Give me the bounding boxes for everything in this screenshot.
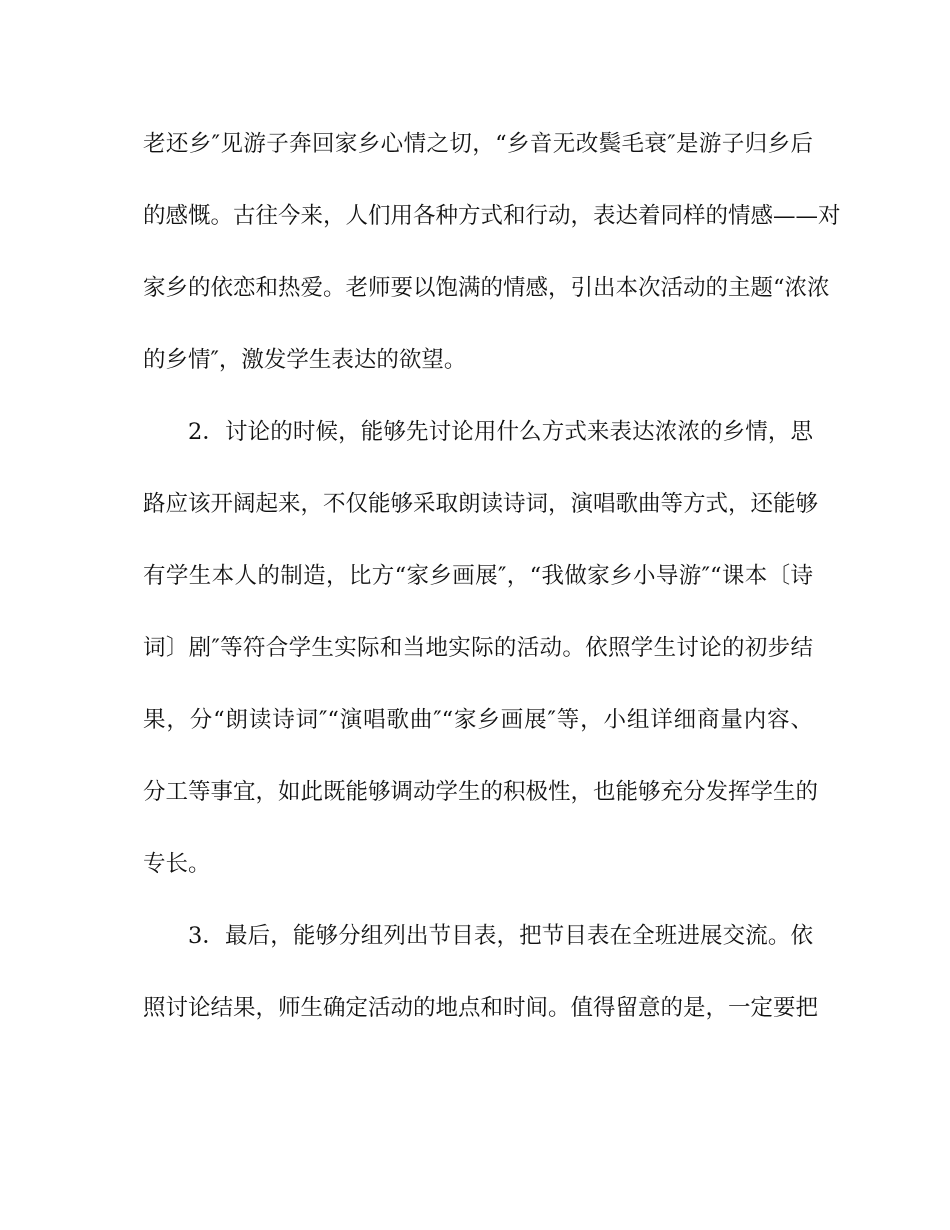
text-line-4: 的乡情″，激发学生表达的欲望。	[143, 347, 467, 373]
text-line-11: 专长。	[143, 851, 211, 877]
text-line-2: 的感慨。古往今来，人们用各种方式和行动，表达着同样的情感——对	[143, 203, 841, 229]
text-line-8: 词〕剧″等符合学生实际和当地实际的活动。依照学生讨论的初步结	[143, 635, 813, 661]
text-line-7: 有学生本人的制造，比方“家乡画展″，“我做家乡小导游″“课本〔诗	[143, 563, 813, 589]
text-line-1: 老还乡″见游子奔回家乡心情之切，“乡音无改鬓毛衰″是游子归乡后	[143, 131, 813, 157]
text-line-3: 家乡的依恋和热爱。老师要以饱满的情感，引出本次活动的主题“浓浓	[143, 275, 830, 301]
text-line-10: 分工等事宜，如此既能够调动学生的积极性，也能够充分发挥学生的	[143, 779, 819, 805]
text-line-9: 果，分“朗读诗词″“演唱歌曲″“家乡画展″等，小组详细商量内容、	[143, 707, 813, 733]
text-line-12: 3．最后，能够分组列出节目表，把节目表在全班进展交流。依	[188, 923, 813, 949]
text-line-6: 路应该开阔起来，不仅能够采取朗读诗词，演唱歌曲等方式，还能够	[143, 491, 819, 517]
text-line-13: 照讨论结果，师生确定活动的地点和时间。值得留意的是，一定要把	[143, 995, 819, 1021]
text-line-5: 2．讨论的时候，能够先讨论用什么方式来表达浓浓的乡情，思	[188, 419, 813, 445]
